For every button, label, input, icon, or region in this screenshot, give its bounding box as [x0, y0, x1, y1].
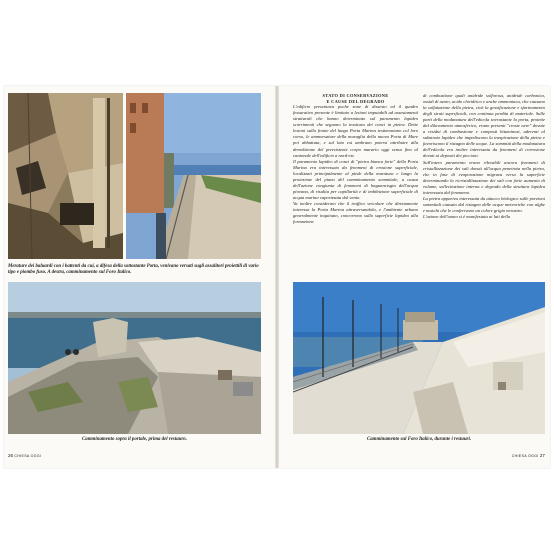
- paragraph: Il paramento lapideo di conci di "pietra bianca forte" della Porta Marina era interessato da fenomeni di erosione superficiale, localizzati principalmente al piede della muratura e lungo la proiezione del piano del camminamento sommitale, a causa dell'azione congiunta di fenomeni di baguancisgia dell'acqua piovana, di risalita per capillarità e di imbibizione superficiale di acqua marina vaporizzata dal vento.: [293, 158, 418, 200]
- photo-walkway-foro-italico: [126, 93, 261, 259]
- text-column-2: [423, 93, 545, 220]
- folio-right: [512, 453, 545, 458]
- paragraph: Va inoltre considerato che il traffico veicolare che direttamente interessa la Porta Marina attraversandola, e l'ambiente urbano generalmente inquinato, concorrono sulla superficie lapidea alla formazione: [293, 200, 418, 225]
- page-number-right: 27: [539, 453, 545, 458]
- photo-walkway-during-restoration: [293, 282, 545, 434]
- caption-top-photos: Merature dei baluardi con i battenti da cui, a difesa della sottostante Porta, venivano versati sugli assalitori proiettili di vario tipo e piombo fuso. A destra, camminamento sul Foro Italico.: [8, 264, 259, 275]
- paragraph: La pietra appariva interessata da attacco biologico sulle porzioni sommitali causato dal ristagno delle acque meteoriche con alghe e muschi che le conferivano un colore grigio nerastro.: [423, 195, 545, 213]
- text-column-1: [293, 93, 418, 225]
- caption-bottom-right-photo: Camminamento sul Foro Italico, durante i restauri.: [366, 437, 472, 442]
- paragraph: Sull'intero paramento erano rilevabili ancora fenomeni di cristallizzazione dei sali dovuti all'acqua penetrata nella pietra, che in fase di evaporazione migrava verso la superficie determinando la ricristallizzazione dei sali con forte aumento di volume, sollecitazione interna e degrado della struttura lapidea interessata dal fenomeno.: [423, 159, 545, 195]
- photo-battlements: [8, 93, 123, 259]
- magazine-title-left: CHIESA OGGI: [14, 454, 42, 458]
- section-heading-1: STATO DI CONSERVAZIONE: [322, 93, 389, 98]
- photo-walkway-before-restoration: [8, 282, 261, 434]
- spine-gutter: [275, 86, 279, 468]
- caption-bottom-left-photo: Camminamento sopra il portale, prima del restauro.: [82, 437, 187, 442]
- page-number-left: 26: [8, 453, 14, 458]
- paragraph: L'azione dell'uomo si è manifestata ai lati della: [423, 213, 511, 219]
- folio-left: [8, 453, 41, 458]
- magazine-title-right: CHIESA OGGI: [511, 454, 539, 458]
- section-heading-2: E CAUSE DEL DEGRADO: [326, 98, 385, 104]
- paragraph: L'edificio presentava poche zone di dissesto ed il quadro fessurativo presente è limitato a lesioni imputabili ad assestamenti strutturali che hanno determinato sul paramento lapideo scorrimenti che seguono la tessitura dei conci in pietra. Dette lesioni sulla fronte del lungo Porta Marina testimoniano col loro corso, le ammorsature della muraglia della nuova Porta di Mare poi abbattuta, e sul lato est ambrano potersi attribuire alla demolizione del preesistente corpo murario oggi senso fino al cantonale dell'edificio a nord-est.: [293, 104, 418, 158]
- paragraph: di combustione quali anidride solforosa, anidride carbonica, ossidi di azoto, acido cloridrico e anche ammoniaca, che causano la solfatazione della pietra, cioè la gessificazione e sfarinamento degli strati superficiali, con continua perdita di materiale. Sulle parti della modanatura dell'edicola sovrastante la porta, protette dal dilavamento atmosferico, erano presenti "croste nere" dovute a residui di combustione e composti bituminosi, aderenti al substrato lapideo che impediscono la traspirazione della pietra e favoriscono il ristagno delle acque. La sommità della modanatura dell'edicola era inoltre interessata da fenomeni di corrosione dovuti ai depositi dei piccioni.: [423, 93, 545, 159]
